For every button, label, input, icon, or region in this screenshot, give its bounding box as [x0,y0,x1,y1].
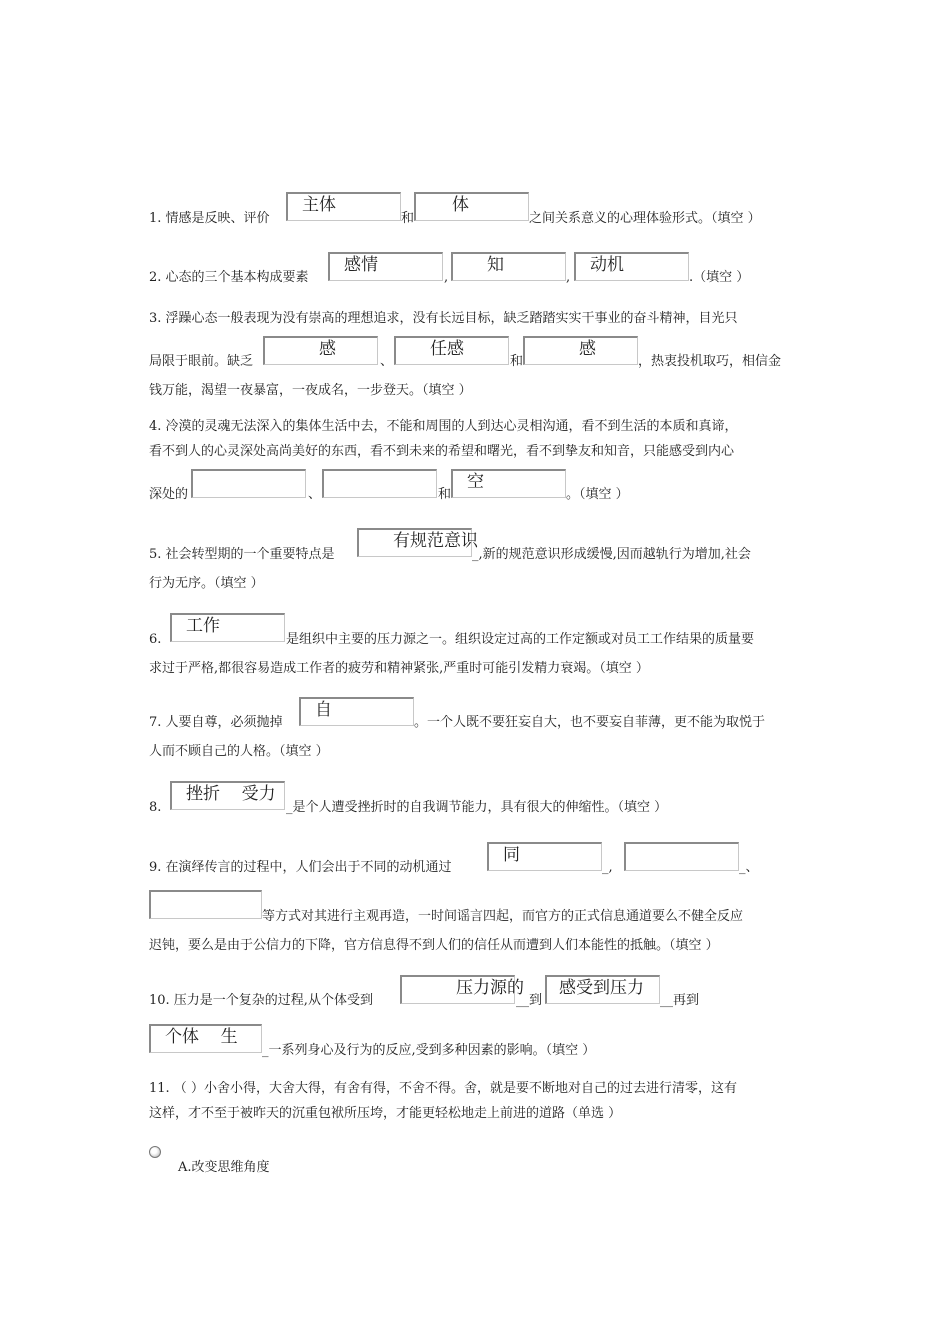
q10-sep-1: __到 [516,993,543,1008]
q3-sep-2: 和 [510,354,524,369]
q1-connector: 和 [401,211,415,226]
q2-blank-2[interactable] [451,252,566,281]
q2-sep-1: , [444,270,449,285]
q10-blank-2-value: 感受到压力 [559,978,644,998]
q2-blank-3[interactable] [574,252,689,281]
q7-blank-1[interactable] [299,697,414,726]
q5-blank-1[interactable] [357,528,478,557]
q10-blank-2[interactable] [545,975,660,1004]
q4-line-1: 4. 冷漠的灵魂无法深入的集体生活中去，不能和周围的人到达心灵相沟通，看不到生活的本质和真谛， [149,419,738,434]
q6-blank-1-value: 工作 [186,616,220,636]
q2-blank-3-value: 动机 [590,255,624,275]
q1-blank-2-value: 体 [452,195,469,215]
q6-blank-1[interactable] [170,613,285,642]
q5-prefix: 5. 社会转型期的一个重要特点是 [149,547,335,562]
q10-blank-3[interactable] [149,1024,262,1053]
q6-line-2: 求过于严格,都很容易造成工作者的疲劳和精神紧张,严重时可能引发精力衰竭。（填空 ） [149,661,649,676]
q3-blank-1-value: 感 [319,339,336,359]
q10-sep-2: __再到 [660,993,700,1008]
q2-blank-1-value: 感情 [344,255,378,275]
q10-blank-1[interactable] [400,975,524,1004]
q4-blank-3[interactable] [451,469,566,498]
q3-prefix: 局限于眼前。缺乏 [149,354,254,369]
q8-number: 8. [149,800,162,815]
q3-blank-1[interactable] [263,336,378,365]
q4-suffix: 。（填空 ） [566,487,629,502]
q3-blank-3-value: 感 [579,339,596,359]
q2-blank-2-value: 知 [487,255,504,275]
q9-suffix: 等方式对其进行主观再造，一时间谣言四起，而官方的正式信息通道要么不健全反应 [262,909,744,924]
q4-blank-1[interactable] [191,469,306,498]
q11-option-a-radio[interactable] [149,1146,161,1158]
q4-blank-3-value: 空 [467,472,484,492]
q10-prefix: 10. 压力是一个复杂的过程,从个体受到 [149,993,373,1008]
q4-prefix: 深处的 [149,487,189,502]
q3-blank-2-value: 任感 [430,339,464,359]
q9-line-3: 迟钝，要么是由于公信力的下降，官方信息得不到人们的信任从而遭到人们本能性的抵触。（填空 ） [149,938,719,953]
q9-blank-1-value: 同 [503,845,520,865]
q3-blank-2[interactable] [394,336,509,365]
q2-prefix: 2. 心态的三个基本构成要素 [149,270,309,285]
q9-blank-3[interactable] [149,890,262,919]
q11-line-2: 这样，才不至于被昨天的沉重包袱所压垮，才能更轻松地走上前进的道路（单选 ） [149,1106,622,1121]
q4-sep-1: 、 [308,487,322,502]
q10-blank-3-value: 个体 生 [165,1027,238,1047]
q6-number: 6. [149,632,162,647]
q5-suffix: _,新的规范意识形成缓慢,因而越轨行为增加,社会 [472,547,751,562]
q2-blank-1[interactable] [328,252,443,281]
q1-suffix: 之间关系意义的心理体验形式。（填空 ） [529,211,761,226]
q8-suffix: _是个人遭受挫折时的自我调节能力，具有很大的伸缩性。（填空 ） [286,800,668,815]
q3-line-1: 3. 浮躁心态一般表现为没有崇高的理想追求，没有长远目标，缺乏踏踏实实干事业的奋斗精神，目光只 [149,311,738,326]
q4-sep-2: 和 [438,487,452,502]
q9-blank-2[interactable] [624,842,739,871]
q7-suffix: 。一个人既不要狂妄自大，也不要妄自菲薄，更不能为取悦于 [414,715,766,730]
q9-sep-2: _、 [739,860,759,875]
q4-blank-2[interactable] [322,469,437,498]
q3-suffix: ，热衷投机取巧，相信金 [638,354,782,369]
q10-blank-1-value: 压力源的 [456,978,524,998]
q3-blank-3[interactable] [523,336,638,365]
q1-blank-1-value: 主体 [302,195,336,215]
q9-prefix: 9. 在演绎传言的过程中，人们会出于不同的动机通过 [149,860,452,875]
q8-blank-1[interactable] [170,781,285,810]
q11-option-a-label[interactable]: A.改变思维角度 [178,1160,270,1175]
q1-blank-1[interactable] [286,192,401,221]
q3-line-3: 钱万能，渴望一夜暴富，一夜成名，一步登天。（填空 ） [149,383,472,398]
q1-prefix: 1. 情感是反映、评价 [149,211,270,226]
q7-blank-1-value: 自 [315,700,332,720]
q7-line-2: 人而不顾自己的人格。（填空 ） [149,744,329,759]
q5-line-2: 行为无序。（填空 ） [149,576,264,591]
q10-suffix: _一系列身心及行为的反应,受到多种因素的影响。（填空 ） [262,1043,596,1058]
q2-suffix: .（填空 ） [689,270,750,285]
q1-blank-2[interactable] [414,192,529,221]
q9-sep-1: _, [602,860,613,875]
q2-sep-2: , [566,270,571,285]
q6-suffix: 是组织中主要的压力源之一。组织设定过高的工作定额或对员工工作结果的质量要 [286,632,755,647]
q8-blank-1-value: 挫折 受力 [186,784,276,804]
q4-line-2: 看不到人的心灵深处高尚美好的东西，看不到未来的希望和曙光，看不到挚友和知音，只能感受到内心 [149,444,735,459]
q11-line-1: 11. （ ）小舍小得，大舍大得，有舍有得，不舍不得。舍，就是要不断地对自己的过去进行清零，这有 [149,1081,737,1096]
q3-sep-1: 、 [380,354,394,369]
q5-blank-1-value: 有规范意识 [393,531,478,551]
q7-prefix: 7. 人要自尊，必须抛掉 [149,715,283,730]
q9-blank-1[interactable] [487,842,602,871]
